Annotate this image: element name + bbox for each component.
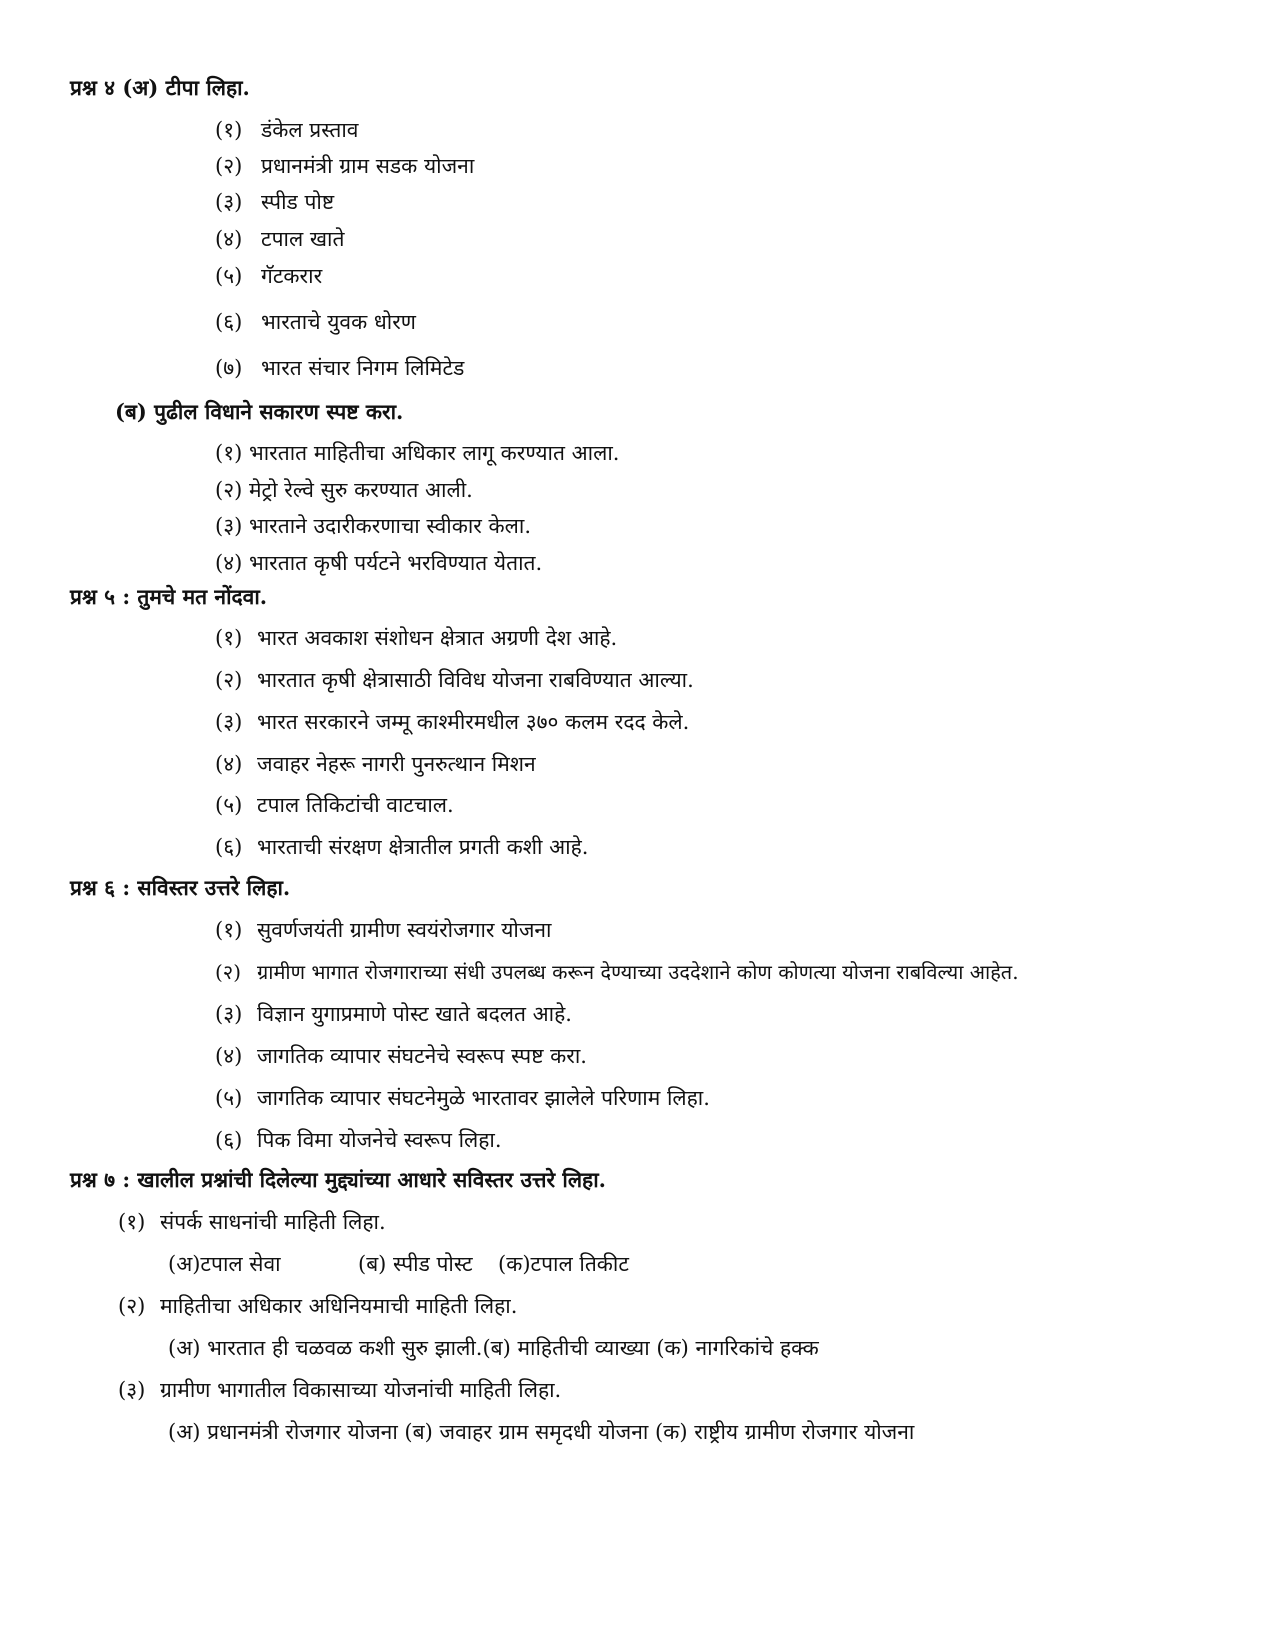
q5-item-1 (215, 624, 617, 652)
item-number: (३) (215, 1002, 243, 1026)
q7-item-3 (118, 1376, 561, 1404)
q6-heading: प्रश्न ६ : सविस्तर उत्तरे लिहा. (70, 875, 291, 900)
item-number: (५) (215, 793, 243, 817)
q6-item-4 (215, 1042, 587, 1070)
item-text: टपाल तिकिटांची वाटचाल. (257, 793, 454, 817)
item-number: (२) (215, 154, 243, 178)
item-text: भारताची संरक्षण क्षेत्रातील प्रगती कशी आहे. (257, 835, 589, 859)
q4b-item-3: (३) भारताने उदारीकरणाचा स्वीकार केला. (215, 514, 532, 538)
q7-item-2-subpoints: (अ) भारतात ही चळवळ कशी सुरु झाली.(ब) माहितीची व्याख्या (क) नागरिकांचे हक्क (168, 1336, 819, 1360)
item-number: (३) (215, 710, 243, 734)
item-number: (२) (215, 960, 242, 984)
item-text: गॅटकरार (261, 264, 323, 288)
q4b-item-1: (१) भारतात माहितीचा अधिकार लागू करण्यात आला. (215, 441, 620, 465)
item-number: (४) (215, 752, 243, 776)
q5-item-5 (215, 791, 454, 819)
q7-item-2 (118, 1292, 517, 1320)
item-text: सुवर्णजयंती ग्रामीण स्वयंरोजगार योजना (257, 918, 552, 942)
item-text: भारताचे युवक धोरण (261, 310, 416, 334)
item-text: विज्ञान युगाप्रमाणे पोस्ट खाते बदलत आहे. (257, 1002, 572, 1026)
q7-item-1-subpoints (168, 1250, 629, 1278)
item-text: ग्रामीण भागात रोजगाराच्या संधी उपलब्ध करून देण्याच्या उददेशाने कोण कोणत्या योजना राबविल्या आहेत. (257, 960, 1019, 984)
item-text: स्पीड पोष्ट (261, 190, 335, 214)
item-number: (१) (118, 1210, 146, 1234)
item-number: (१) (215, 118, 243, 142)
q4-item-3 (215, 188, 334, 216)
item-number: (४) (215, 227, 243, 251)
q7-item-3-subpoints: (अ) प्रधानमंत्री रोजगार योजना (ब) जवाहर ग्राम समृदधी योजना (क) राष्ट्रीय ग्रामीण रोजगार योजना (168, 1420, 915, 1444)
q4-item-5 (215, 262, 322, 290)
q6-item-5 (215, 1084, 710, 1112)
item-text: ग्रामीण भागातील विकासाच्या योजनांची माहिती लिहा. (160, 1378, 562, 1402)
item-number: (५) (215, 1086, 243, 1110)
item-number: (३) (215, 190, 243, 214)
q6-item-3 (215, 1000, 572, 1028)
item-number: (६) (215, 835, 243, 859)
item-number: (१) (215, 626, 243, 650)
item-text: भारत सरकारने जम्मू काश्मीरमधील ३७० कलम रदद केले. (257, 710, 690, 734)
item-number: (६) (215, 1128, 243, 1152)
item-text: माहितीचा अधिकार अधिनियमाची माहिती लिहा. (160, 1294, 518, 1318)
item-text: डंकेल प्रस्ताव (261, 118, 359, 142)
q4-item-6 (215, 308, 416, 336)
q4b-heading: (ब) पुढील विधाने सकारण स्पष्ट करा. (115, 399, 404, 424)
item-number: (२) (215, 668, 243, 692)
item-number: (१) (215, 918, 243, 942)
q5-item-3 (215, 708, 689, 736)
item-text: भारतात कृषी क्षेत्रासाठी विविध योजना राबविण्यात आल्या. (257, 668, 694, 692)
item-number: (५) (215, 264, 243, 288)
item-text: जागतिक व्यापार संघटनेमुळे भारतावर झालेले परिणाम लिहा. (257, 1086, 710, 1110)
q5-item-4 (215, 750, 536, 778)
item-number: (७) (215, 356, 243, 380)
subpoint-c: (क)टपाल तिकीट (498, 1252, 629, 1276)
item-text: संपर्क साधनांची माहिती लिहा. (160, 1210, 386, 1234)
q4-heading: प्रश्न ४ (अ) टीपा लिहा. (70, 75, 250, 100)
q7-item-1 (118, 1208, 386, 1236)
q6-item-1 (215, 916, 552, 944)
subpoint-a: (अ)टपाल सेवा (168, 1252, 281, 1276)
item-text: जागतिक व्यापार संघटनेचे स्वरूप स्पष्ट करा. (257, 1044, 587, 1068)
q4b-item-2: (२) मेट्रो रेल्वे सुरु करण्यात आली. (215, 478, 473, 502)
q4-item-4 (215, 225, 344, 253)
q4-item-7 (215, 354, 464, 382)
item-text: जवाहर नेहरू नागरी पुनरुत्थान मिशन (257, 752, 536, 776)
item-number: (६) (215, 310, 243, 334)
item-text: भारत अवकाश संशोधन क्षेत्रात अग्रणी देश आहे. (257, 626, 618, 650)
subpoint-b: (ब) स्पीड पोस्ट (358, 1252, 473, 1276)
q4-item-1 (215, 116, 358, 144)
q6-item-6 (215, 1126, 502, 1154)
item-text: पिक विमा योजनेचे स्वरूप लिहा. (257, 1128, 502, 1152)
q4b-item-4: (४) भारतात कृषी पर्यटने भरविण्यात येतात. (215, 551, 543, 575)
q7-heading: प्रश्न ७ : खालील प्रश्नांची दिलेल्या मुद्द्यांच्या आधारे सविस्तर उत्तरे लिहा. (70, 1167, 606, 1192)
item-number: (४) (215, 1044, 243, 1068)
item-number: (३) (118, 1378, 146, 1402)
q5-item-2 (215, 666, 694, 694)
q5-item-6 (215, 833, 588, 861)
q5-heading: प्रश्न ५ : तुमचे मत नोंदवा. (70, 584, 268, 609)
item-text: टपाल खाते (261, 227, 345, 251)
item-text: प्रधानमंत्री ग्राम सडक योजना (261, 154, 475, 178)
q4-item-2 (215, 152, 474, 180)
q6-item-2 (215, 958, 1019, 986)
item-number: (२) (118, 1294, 146, 1318)
item-text: भारत संचार निगम लिमिटेड (261, 356, 465, 380)
